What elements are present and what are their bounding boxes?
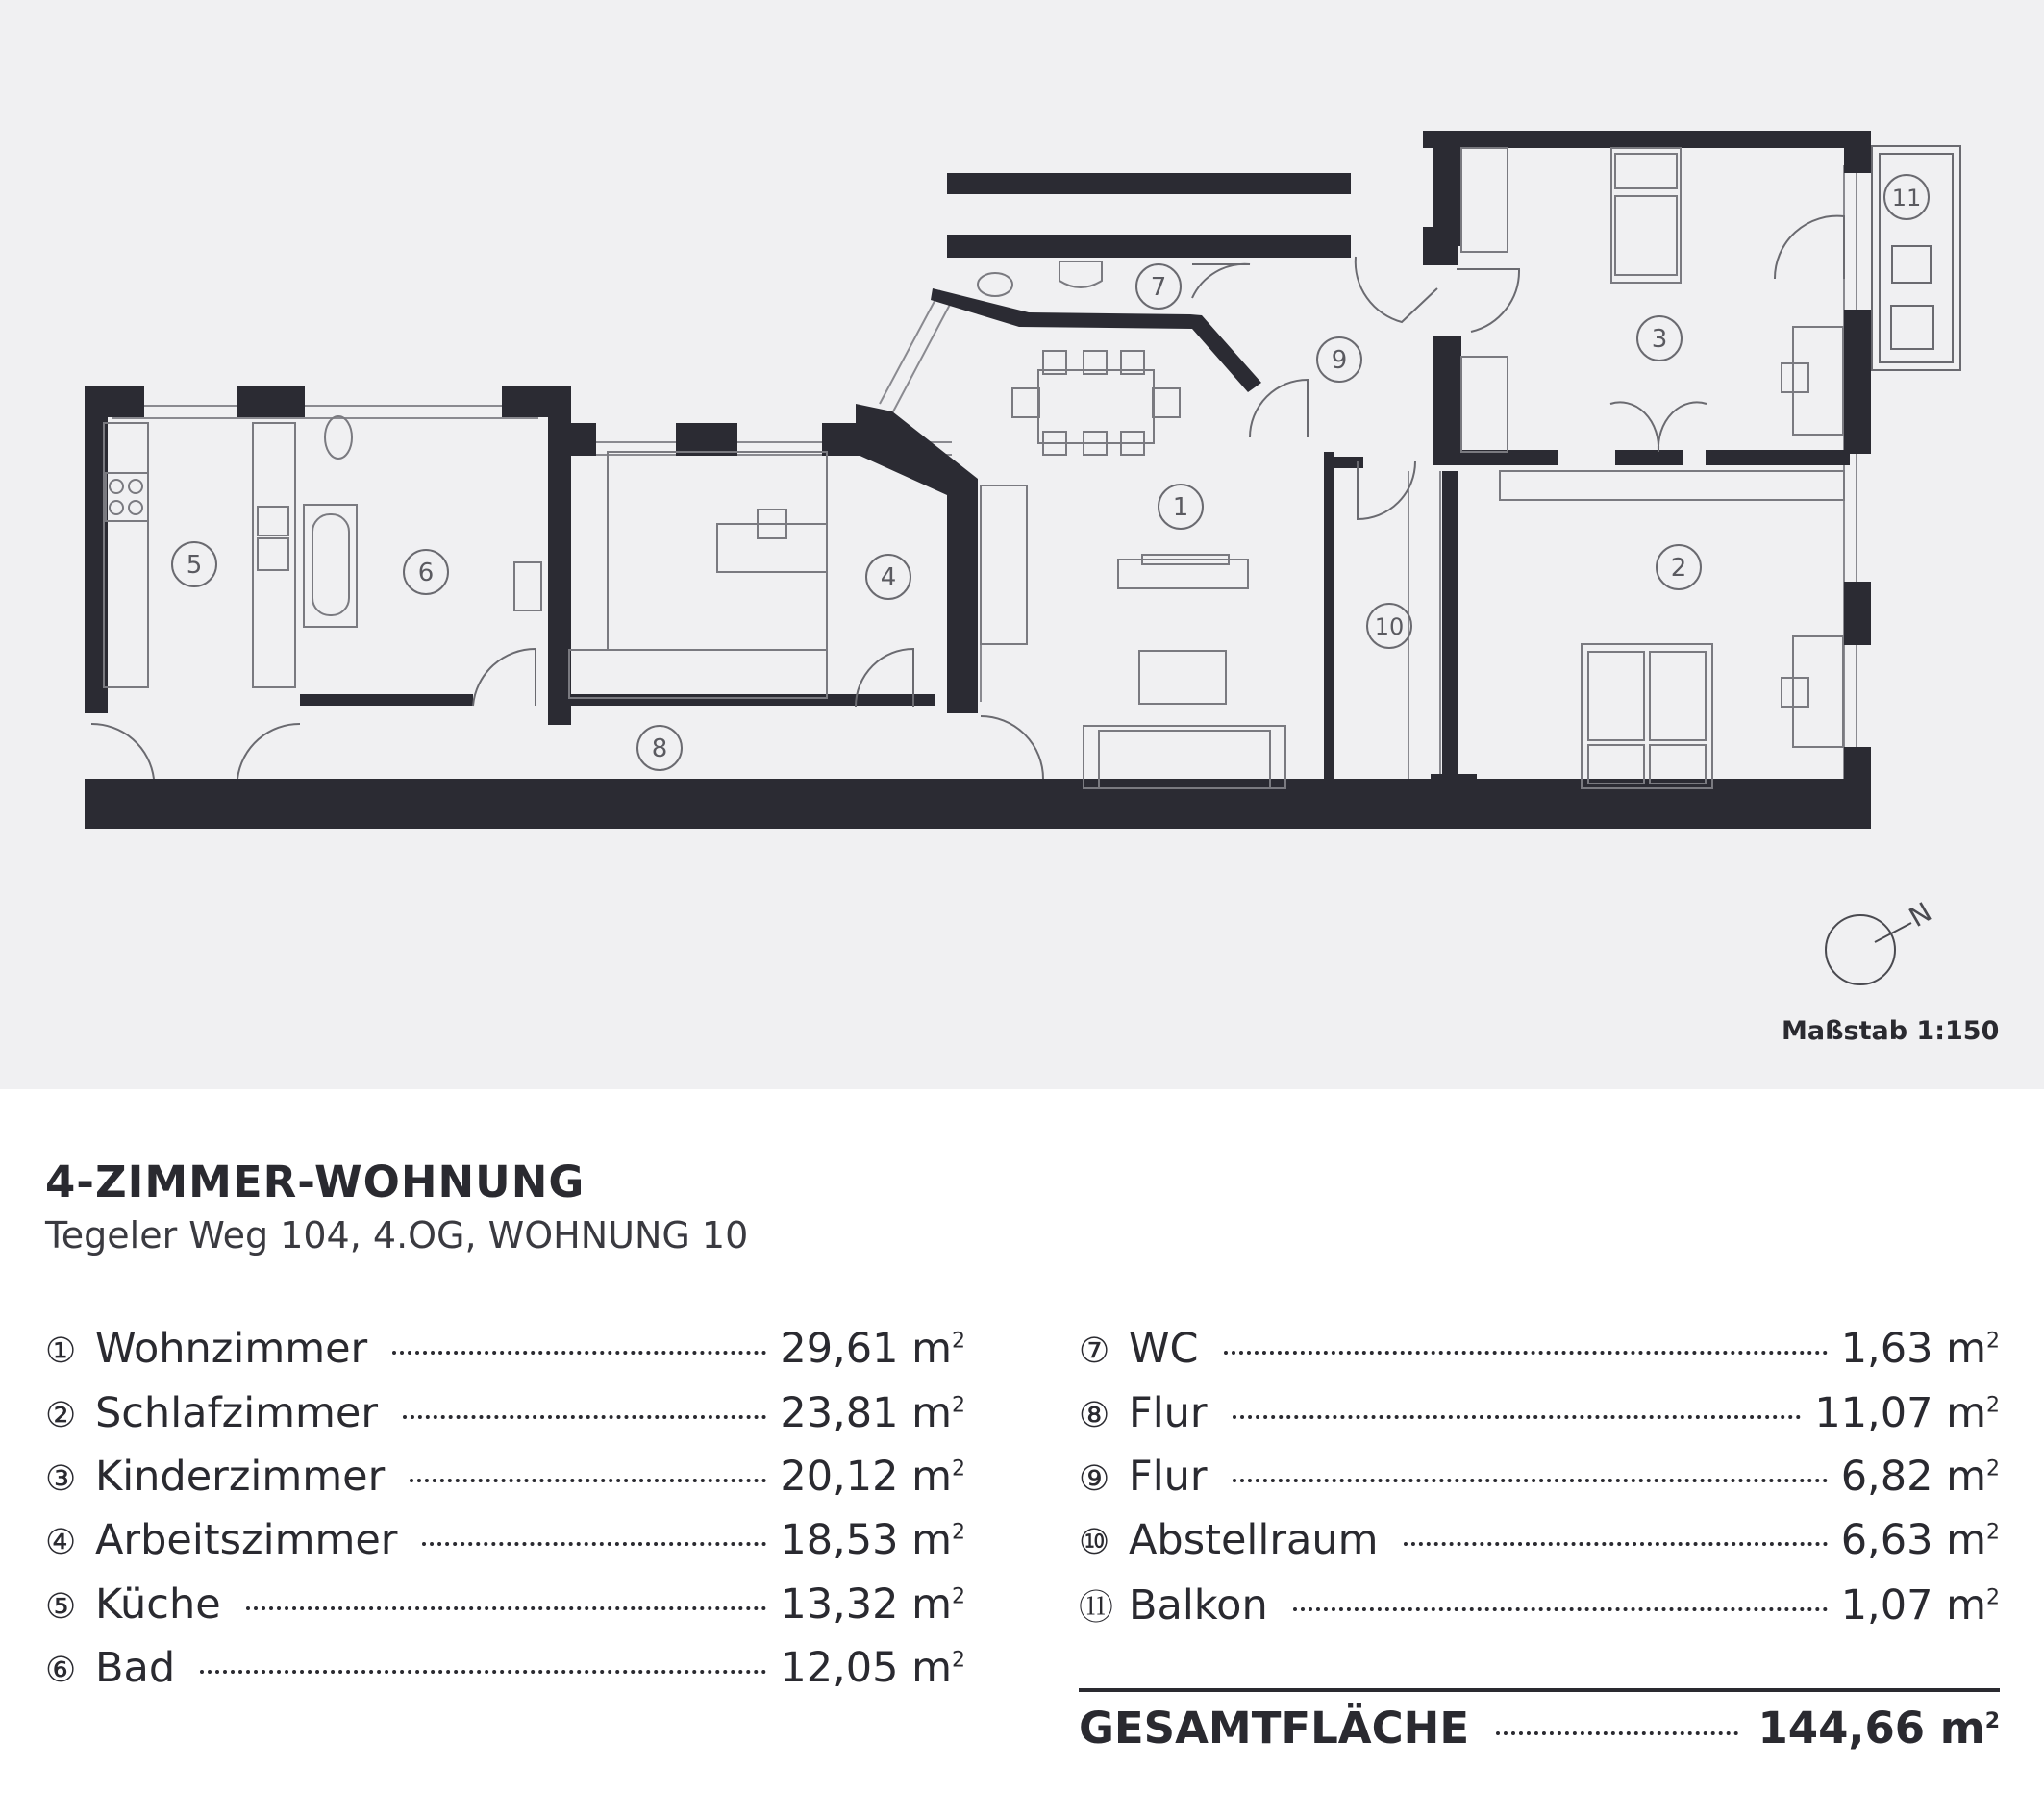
room-name: Abstellraum <box>1129 1516 1379 1564</box>
room-marker-10: 10 <box>1374 613 1405 640</box>
room-name: Schlafzimmer <box>95 1389 379 1437</box>
room-row <box>1079 1389 2000 1443</box>
north-arrow-icon <box>1826 896 1937 984</box>
room-marker-8: 8 <box>651 734 668 763</box>
dot-leader <box>392 1351 766 1355</box>
room-marker-4: 4 <box>880 563 897 592</box>
room-row <box>1079 1325 2000 1379</box>
walls <box>85 131 1871 829</box>
room-marker-2: 2 <box>1670 554 1687 583</box>
room-marker-labels <box>187 185 1922 763</box>
total-row <box>1079 1703 2000 1760</box>
room-name: Flur <box>1129 1453 1208 1501</box>
room-area: 20,12 $m^2$ <box>780 1453 965 1501</box>
room-area: 1,63 $m^2$ <box>1840 1325 2000 1373</box>
dot-leader <box>1233 1479 1828 1482</box>
room-number: ⑥ <box>45 1651 77 1690</box>
room-name: Arbeitszimmer <box>95 1516 398 1564</box>
room-row <box>1079 1581 2000 1634</box>
room-number: ⑩ <box>1079 1523 1110 1562</box>
room-area: 11,07 $m^2$ <box>1814 1389 2000 1437</box>
room-marker-1: 1 <box>1172 493 1189 522</box>
dot-leader <box>1496 1731 1738 1735</box>
room-name: Balkon <box>1129 1581 1268 1630</box>
dot-leader <box>1404 1542 1828 1546</box>
room-area: 29,61 $m^2$ <box>780 1325 965 1373</box>
room-marker-9: 9 <box>1331 346 1348 375</box>
total-area: 144,66 $m^2$ <box>1757 1703 2000 1754</box>
room-row <box>45 1516 965 1570</box>
room-marker-5: 5 <box>186 551 203 580</box>
room-area: 1,07 $m^2$ <box>1840 1581 2000 1630</box>
dot-leader <box>410 1479 766 1482</box>
dot-leader <box>1224 1351 1828 1355</box>
room-marker-7: 7 <box>1150 273 1167 302</box>
north-label: N <box>1904 896 1937 934</box>
room-name: Bad <box>95 1644 176 1692</box>
dot-leader <box>422 1542 766 1546</box>
room-name: WC <box>1129 1325 1199 1373</box>
room-number: ① <box>45 1332 77 1371</box>
room-name: Wohnzimmer <box>95 1325 368 1373</box>
room-marker-6: 6 <box>417 559 435 587</box>
dot-leader <box>1233 1415 1802 1419</box>
room-number: ⑤ <box>45 1587 77 1627</box>
room-marker-3: 3 <box>1651 325 1668 354</box>
room-number: ⑦ <box>1079 1332 1110 1371</box>
total-divider <box>1079 1688 2000 1692</box>
room-row <box>45 1644 965 1698</box>
room-marker-11: 11 <box>1891 185 1922 212</box>
room-number: ④ <box>45 1523 77 1562</box>
room-area: 18,53 $m^2$ <box>780 1516 965 1564</box>
room-area: 23,81 $m^2$ <box>780 1389 965 1437</box>
room-row <box>45 1581 965 1634</box>
room-number: ⑨ <box>1079 1459 1110 1499</box>
room-name: Flur <box>1129 1389 1208 1437</box>
room-area: 6,63 $m^2$ <box>1840 1516 2000 1564</box>
room-number: ② <box>45 1396 77 1435</box>
total-label: GESAMTFLÄCHE <box>1079 1703 1470 1754</box>
room-row <box>45 1453 965 1506</box>
room-number: ⑧ <box>1079 1396 1110 1435</box>
room-row <box>1079 1516 2000 1570</box>
room-row <box>45 1325 965 1379</box>
dot-leader <box>403 1415 766 1419</box>
balcony <box>1872 146 1960 370</box>
dot-leader <box>246 1606 767 1610</box>
dot-leader <box>200 1670 766 1674</box>
room-area: 6,82 $m^2$ <box>1840 1453 2000 1501</box>
room-number: ③ <box>45 1459 77 1499</box>
room-markers <box>172 175 1929 770</box>
room-name: Kinderzimmer <box>95 1453 386 1501</box>
room-row <box>1079 1453 2000 1506</box>
room-area: 12,05 $m^2$ <box>780 1644 965 1692</box>
dot-leader <box>1293 1607 1828 1611</box>
apartment-address: Tegeler Weg 104, 4.OG, WOHNUNG 10 <box>45 1214 749 1257</box>
room-area: 13,32 $m^2$ <box>780 1581 965 1629</box>
apartment-title: 4-ZIMMER-WOHNUNG <box>45 1157 586 1207</box>
scale-label: Maßstab 1:150 <box>1782 1016 2000 1046</box>
room-row <box>45 1389 965 1443</box>
room-name: Küche <box>95 1581 221 1629</box>
room-number: ⑪ <box>1079 1588 1114 1628</box>
